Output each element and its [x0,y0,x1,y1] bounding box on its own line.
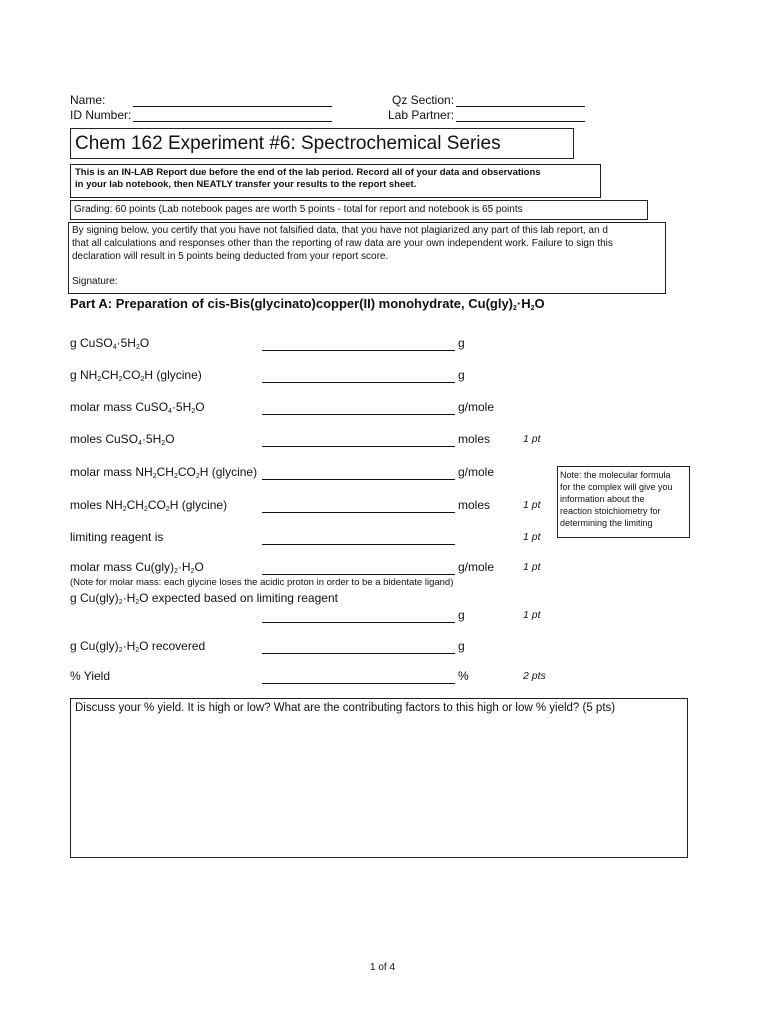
answer-field[interactable] [262,653,455,654]
unit-label: g/mole [458,465,495,479]
side-note-line-5: determining the limiting [560,518,653,528]
answer-field[interactable] [262,544,455,545]
points-label: 1 pt [523,433,541,445]
row-label: moles $NH_2CH_2CO_2H$ (glycine) [70,498,228,513]
page-title: Chem 162 Experiment #6: Spectrochemical Series [75,133,501,154]
side-note-line-4: reaction stoichiometry for [560,506,661,516]
unit-label: g [458,639,465,653]
expected-mass-label: g $Cu(gly)_2\cdot H_2O$ expected based on limiting reagent [70,591,338,606]
grading-text: Grading: 60 points (Lab notebook pages are worth 5 points - total for report and notebook is 65 points [74,204,523,215]
side-note-line-3: information about the [560,494,645,504]
side-note-box [557,466,690,538]
part-a-heading: Part A: Preparation of cis-Bis(glycinato)copper(II) monohydrate, $Cu(gly)_2\cdot H_2O$ [70,296,545,312]
unit-label: % [458,669,469,683]
molar-mass-note: (Note for molar mass: each glycine loses the acidic proton in order to be a bidentate ligand) [70,577,454,588]
unit-label: g/mole [458,560,495,574]
points-label: 2 pts [523,670,546,682]
side-note-line-2: for the complex will give you [560,482,673,492]
points-label: 1 pt [523,531,541,543]
unit-label: moles [458,498,491,512]
row-label: % Yield [70,669,111,683]
name-field[interactable] [133,106,332,107]
answer-field[interactable] [262,683,455,684]
row-label: molar mass $Cu(gly)_2\cdot H_2O$ [70,560,204,575]
title-box [70,128,574,159]
id-number-field[interactable] [133,121,332,122]
signature-label: Signature: [72,276,118,287]
notice-box [70,164,601,198]
points-label: 1 pt [523,499,541,511]
answer-field[interactable] [262,512,455,513]
row-label: molar mass $NH_2CH_2CO_2H$ (glycine) [70,465,258,480]
points-label: 1 pt [523,561,541,573]
page-number: 1 of 4 [370,962,396,973]
row-label: g $NH_2CH_2CO_2H$ (glycine) [70,368,202,383]
unit-label: g [458,336,465,350]
qz-section-label: Qz Section: [392,93,455,107]
name-label: Name: [70,93,106,107]
discussion-box[interactable] [70,698,688,858]
lab-partner-field[interactable] [456,121,585,122]
unit-label: moles [458,432,491,446]
answer-field[interactable] [262,479,455,480]
qz-section-field[interactable] [456,106,585,107]
side-note-line-1: Note: the molecular formula [560,470,671,480]
id-number-label: ID Number: [70,108,132,122]
answer-field[interactable] [262,574,455,575]
answer-field[interactable] [262,446,455,447]
unit-label: g/mole [458,400,495,414]
grading-box [70,200,648,220]
row-label: g $Cu(gly)_2\cdot H_2O$ recovered [70,639,206,654]
answer-field[interactable] [262,622,455,623]
answer-field[interactable] [262,350,455,351]
unit-label: g [458,608,465,622]
row-label: g $CuSO_4\cdot 5H_2O$ [70,336,150,351]
lab-partner-label: Lab Partner: [388,108,455,122]
declaration-line-1: By signing below, you certify that you have not falsified data, that you have not plagiarized any part of this lab report, an d [72,225,608,236]
unit-label: g [458,368,465,382]
declaration-box [68,222,666,294]
declaration-line-2: that all calculations and responses other than the reporting of raw data are your own independent work. Failure to sign this [72,238,613,249]
notice-line-1: This is an IN-LAB Report due before the end of the lab period. Record all of your data and observations [75,167,541,178]
row-label: moles $CuSO_4\cdot 5H_2O$ [70,432,175,447]
row-label: molar mass $CuSO_4\cdot 5H_2O$ [70,400,205,415]
row-label: limiting reagent is [70,530,164,544]
notice-line-2: in your lab notebook, then NEATLY transfer your results to the report sheet. [75,179,417,190]
answer-field[interactable] [262,382,455,383]
answer-field[interactable] [262,414,455,415]
points-label: 1 pt [523,609,541,621]
declaration-line-3: declaration will result in 5 points being deducted from your report score. [72,251,389,262]
discussion-prompt: Discuss your % yield. It is high or low? What are the contributing factors to this high or low % yield? (5 pts) [75,702,616,714]
